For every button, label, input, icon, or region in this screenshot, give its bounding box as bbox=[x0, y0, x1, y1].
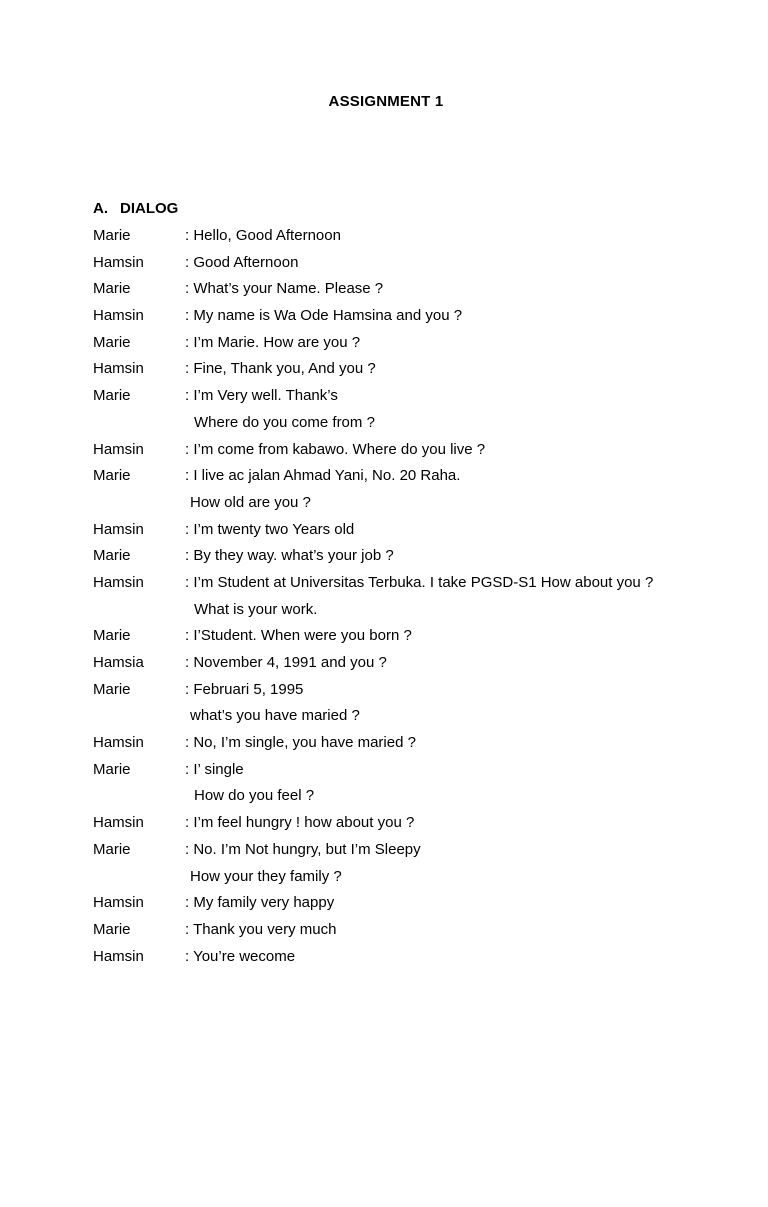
dialog-text: : No, I’m single, you have maried ? bbox=[185, 734, 416, 752]
dialog-line bbox=[0, 279, 768, 306]
dialog-line bbox=[0, 359, 768, 386]
dialog-text: : My name is Wa Ode Hamsina and you ? bbox=[185, 307, 463, 325]
dialog-line bbox=[0, 306, 768, 333]
dialog-speaker: Marie bbox=[93, 467, 131, 485]
dialog-text: : Fine, Thank you, And you ? bbox=[185, 360, 376, 378]
dialog-text: Where do you come from ? bbox=[194, 413, 375, 431]
dialog-speaker: Marie bbox=[93, 920, 131, 938]
dialog-line bbox=[0, 653, 768, 680]
dialog-speaker: Hamsia bbox=[93, 654, 144, 671]
document-title: ASSIGNMENT 1 bbox=[328, 93, 444, 110]
dialog-text: : November 4, 1991 and you ? bbox=[185, 654, 387, 671]
dialog-speaker: Marie bbox=[93, 547, 131, 565]
dialog-continuation bbox=[0, 867, 768, 894]
dialog-line bbox=[0, 680, 768, 707]
dialog-line bbox=[0, 760, 768, 787]
dialog-speaker: Marie bbox=[93, 627, 131, 645]
dialog-text: : I’m Student at Universitas Terbuka. I take PGSD-S1 How about you ? bbox=[185, 573, 654, 591]
dialog-speaker: Marie bbox=[93, 760, 131, 778]
dialog-line bbox=[0, 333, 768, 360]
dialog-speaker: Hamsin bbox=[93, 360, 144, 378]
dialog-speaker: Marie bbox=[93, 333, 131, 351]
dialog-speaker: Hamsin bbox=[93, 734, 144, 752]
section-number: A. bbox=[93, 200, 108, 217]
dialog-line bbox=[0, 893, 768, 920]
dialog-speaker: Hamsin bbox=[93, 894, 144, 912]
dialog-speaker: Marie bbox=[93, 280, 131, 298]
dialog-speaker: Hamsin bbox=[93, 307, 144, 325]
dialog-speaker: Hamsin bbox=[93, 520, 144, 538]
dialog-text: : My family very happy bbox=[185, 894, 335, 912]
dialog-speaker: Hamsin bbox=[93, 573, 144, 591]
dialog-text: What is your work. bbox=[194, 600, 318, 618]
dialog-line bbox=[0, 733, 768, 760]
dialog-speaker: Hamsin bbox=[93, 253, 144, 271]
dialog-speaker: Hamsin bbox=[93, 947, 144, 965]
dialog-line bbox=[0, 546, 768, 573]
dialog-text: How old are you ? bbox=[190, 493, 311, 511]
dialog-line bbox=[0, 253, 768, 280]
dialog-text: : You’re wecome bbox=[185, 947, 296, 965]
dialog-line bbox=[0, 920, 768, 947]
dialog-text: : I’Student. When were you born ? bbox=[185, 627, 412, 645]
dialog-line bbox=[0, 466, 768, 493]
dialog-continuation bbox=[0, 493, 768, 520]
dialog-continuation bbox=[0, 600, 768, 627]
dialog-line bbox=[0, 573, 768, 600]
dialog-text: How your they family ? bbox=[190, 867, 342, 885]
dialog-text: : I’m feel hungry ! how about you ? bbox=[185, 814, 415, 832]
dialog-text: : I’m Marie. How are you ? bbox=[185, 333, 361, 351]
dialog-text: How do you feel ? bbox=[194, 787, 315, 805]
section-title: DIALOG bbox=[120, 200, 179, 217]
dialog-speaker: Marie bbox=[93, 227, 131, 244]
dialog-continuation bbox=[0, 786, 768, 813]
dialog-transcript bbox=[0, 226, 768, 973]
dialog-continuation bbox=[0, 706, 768, 733]
dialog-speaker: Hamsin bbox=[93, 814, 144, 832]
dialog-line bbox=[0, 520, 768, 547]
dialog-line bbox=[0, 626, 768, 653]
section-heading bbox=[93, 200, 178, 217]
dialog-text: : Hello, Good Afternoon bbox=[185, 227, 341, 244]
dialog-text: : Good Afternoon bbox=[185, 253, 299, 271]
dialog-text: : By they way. what’s your job ? bbox=[185, 547, 394, 565]
dialog-text: : No. I’m Not hungry, but I’m Sleepy bbox=[185, 840, 421, 858]
dialog-text: : I’m twenty two Years old bbox=[185, 520, 355, 538]
dialog-continuation bbox=[0, 413, 768, 440]
dialog-line bbox=[0, 226, 768, 253]
dialog-speaker: Marie bbox=[93, 387, 131, 405]
dialog-text: : I’m Very well. Thank’s bbox=[185, 387, 338, 405]
dialog-speaker: Marie bbox=[93, 840, 131, 858]
dialog-line bbox=[0, 386, 768, 413]
dialog-text: : I’m come from kabawo. Where do you live ? bbox=[185, 440, 486, 458]
dialog-text: : What’s your Name. Please ? bbox=[185, 280, 384, 298]
dialog-line bbox=[0, 947, 768, 974]
dialog-line bbox=[0, 813, 768, 840]
dialog-text: what’s you have maried ? bbox=[190, 707, 360, 725]
dialog-line bbox=[0, 840, 768, 867]
dialog-text: : Thank you very much bbox=[185, 920, 337, 938]
dialog-speaker: Marie bbox=[93, 680, 131, 698]
dialog-line bbox=[0, 440, 768, 467]
dialog-text: : I live ac jalan Ahmad Yani, No. 20 Raha. bbox=[185, 467, 461, 485]
dialog-text: : Februari 5, 1995 bbox=[185, 680, 304, 698]
dialog-speaker: Hamsin bbox=[93, 440, 144, 458]
dialog-text: : I’ single bbox=[185, 760, 244, 778]
